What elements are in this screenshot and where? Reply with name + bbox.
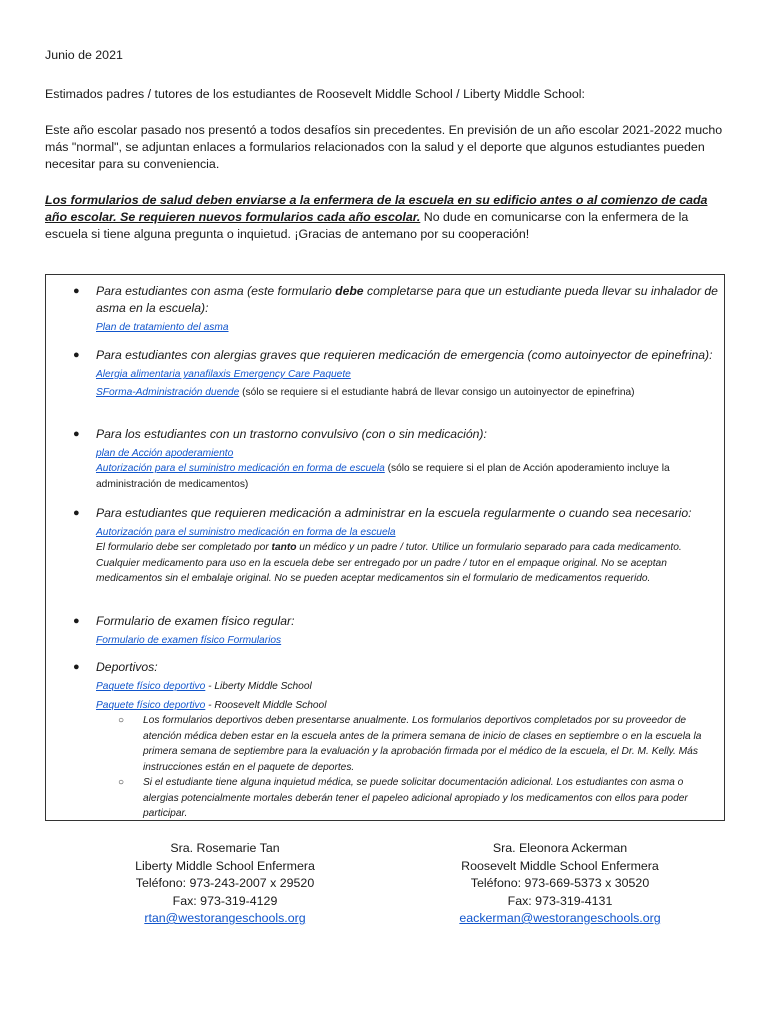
allergy-care-package-link[interactable]: Alergia alimentaria yanafilaxis Emergency Care Paquete [96, 369, 351, 380]
sports-liberty-note: - Liberty Middle School [205, 681, 312, 692]
seizure-medication-note: (sólo se requiere si el plan de Acción apoderamiento incluye la administración de medicamentos) [96, 463, 670, 490]
contact-fax: Fax: 973-319-4129 [172, 893, 278, 908]
contact-name: Sra. Rosemarie Tan [170, 841, 280, 855]
bullet-icon: ● [73, 661, 80, 673]
sports-roosevelt-note: - Roosevelt Middle School [205, 699, 327, 711]
seizure-action-plan-link[interactable]: plan de Acción apoderamiento [96, 448, 234, 459]
asthma-heading: Para estudiantes con asma (este formulario debe completarse para que un estudiante pueda llevar su inhalador de asma en la escuela): [96, 284, 718, 315]
sports-subitem-medical: ○ Si el estudiante tiene alguna inquietud médica, se puede solicitar documentación adicional. Los estudiantes con asma o alergias potencialmente mortales deberán tener el papeleo adicional apropiado y los medicamentos con ellos para poder participar. [118, 777, 688, 819]
contact-name: Sra. Eleonora Ackerman [492, 841, 628, 855]
forms-item-medication [73, 505, 718, 587]
letter-notice [45, 192, 725, 243]
seizure-heading: Para los estudiantes con un trastorno convulsivo (con o sin medicación): [96, 427, 487, 441]
contact-liberty [95, 840, 355, 928]
forms-item-asthma [73, 283, 718, 335]
contact-email-link[interactable]: rtan@westorangeschools.org [144, 911, 306, 925]
letter-greeting: Estimados padres / tutores de los estudiantes de Roosevelt Middle School / Liberty Middle School: [45, 87, 585, 101]
bullet-icon: ● [73, 615, 80, 627]
allergy-admin-form-link[interactable]: SForma-Administración duende [96, 387, 240, 398]
forms-item-seizure [73, 426, 718, 492]
seizure-medication-auth-link[interactable]: Autorización para el suministro medicación en forma de escuela [96, 463, 385, 474]
contact-fax: Fax: 973-319-4131 [507, 893, 613, 908]
physical-exam-link[interactable]: Formulario de examen físico Formularios [96, 635, 282, 646]
bullet-icon: ● [73, 285, 80, 297]
sports-subitem-annual: ○ Los formularios deportivos deben presentarse anualmente. Los formularios deportivos completados por su proveedor de atención médica deben estar en la escuela antes de la primera semana de inicio de clases en septiembre o en la escuela la primera semana de septiembre para la evaluación y la aprobación firmada por el médico de la escuela, el Dr. M. Kelly. Más instrucciones están en el paquete de deportes. [118, 715, 702, 773]
physical-heading: Formulario de examen físico regular: [96, 614, 295, 628]
contact-phone: Teléfono: 973-243-2007 x 29520 [135, 876, 315, 890]
notice-emphasis: Los formularios de salud deben enviarse a la enfermera de la escuela en su edificio antes o al comienzo de cada año escolar. Se requieren nuevos formularios cada año escolar. [45, 193, 708, 224]
allergy-heading: Para estudiantes con alergias graves que requieren medicación de emergencia (como autoinyector de epinefrina): [96, 348, 713, 362]
contact-email-link[interactable]: eackerman@westorangeschools.org [459, 911, 661, 925]
bullet-icon: ● [73, 349, 80, 361]
medication-note-emphasis: tanto [271, 542, 297, 553]
asthma-plan-link[interactable]: Plan de tratamiento del asma [96, 322, 229, 333]
circle-bullet-icon: ○ [118, 777, 125, 788]
bullet-icon: ● [73, 428, 80, 440]
notice-rest: No dude en comunicarse con la enfermera de la escuela si tiene alguna pregunta o inquietud. ¡Gracias de antemano por su cooperación! [45, 210, 689, 241]
contact-role: Roosevelt Middle School Enfermera [461, 858, 659, 873]
forms-item-allergy [73, 347, 718, 401]
circle-bullet-icon: ○ [118, 715, 125, 726]
asthma-heading-emphasis: debe [335, 284, 364, 298]
medication-heading: Para estudiantes que requieren medicación a administrar en la escuela regularmente o cuando sea necesario: [96, 506, 692, 520]
letter-date: Junio de 2021 [45, 48, 123, 62]
medication-note: El formulario debe ser completado por tanto un médico y un padre / tutor. Utilice un formulario separado para cada medicamento. Cualquier medicamento para uso en la escuela debe ser entregado por un padre / tutor en el empaque original. No se aceptan medicamentos sin el embalaje original. No se pueden aceptar medicamentos sin el formulario de medicamentos requerido. [96, 542, 682, 584]
forms-item-sports [73, 659, 718, 821]
bullet-icon: ● [73, 507, 80, 519]
sports-packet-liberty-link[interactable]: Paquete físico deportivo [96, 681, 206, 692]
medication-auth-link[interactable]: Autorización para el suministro medicación en forma de la escuela [96, 527, 396, 538]
forms-box [45, 274, 725, 821]
sports-packet-roosevelt-link[interactable]: Paquete físico deportivo [96, 699, 206, 711]
letter-intro: Este año escolar pasado nos presentó a todos desafíos sin precedentes. En previsión de un año escolar 2021-2022 mucho más "normal", se adjuntan enlaces a formularios relacionados con la salud y el deporte que algunos estudiantes pueden necesitar para su conveniencia. [45, 123, 723, 171]
forms-item-physical [73, 613, 718, 648]
contact-role: Liberty Middle School Enfermera [135, 858, 315, 873]
contact-phone: Teléfono: 973-669-5373 x 30520 [470, 876, 650, 890]
allergy-admin-note: (sólo se requiere si el estudiante habrá de llevar consigo un autoinyector de epinefrina) [239, 387, 635, 398]
sports-heading: Deportivos: [96, 660, 158, 674]
contact-roosevelt [430, 840, 690, 928]
